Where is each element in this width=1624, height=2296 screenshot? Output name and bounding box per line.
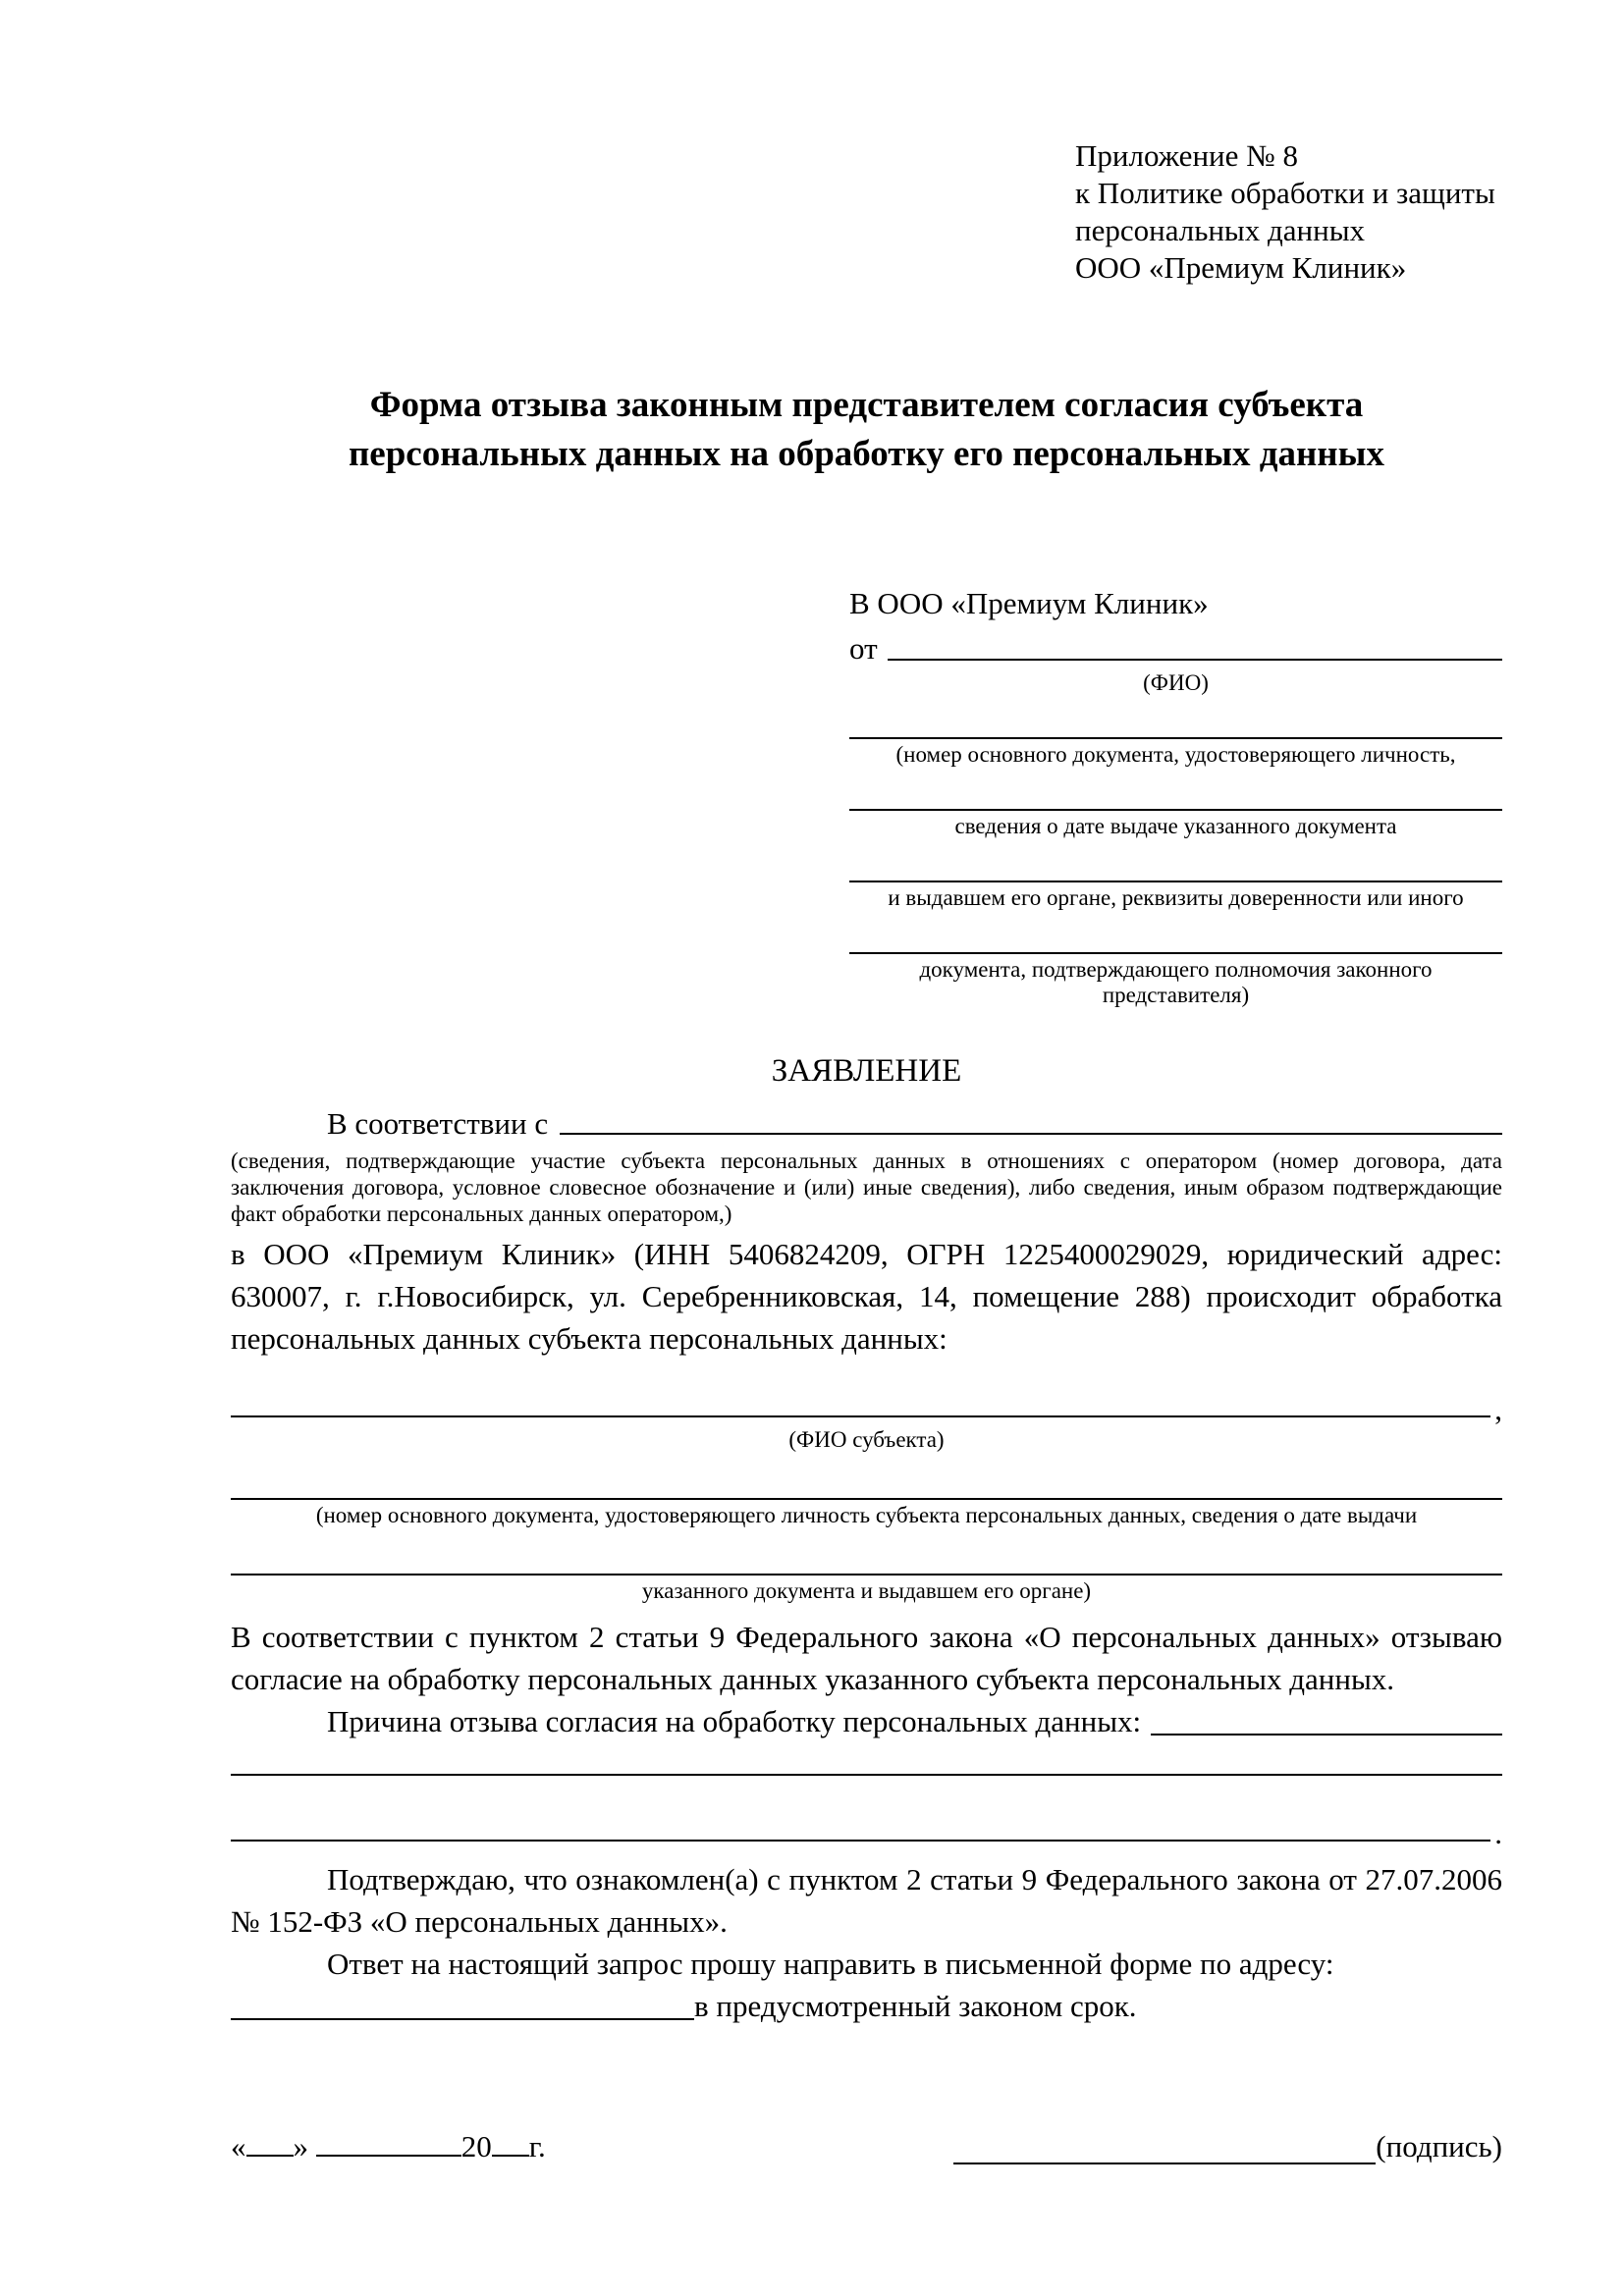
intro-row [231, 1106, 1502, 1142]
reply-suffix: в предусмотренный законом срок. [694, 1989, 1137, 2023]
date-day-line[interactable] [246, 2131, 294, 2157]
signature-block [953, 2129, 1502, 2164]
reply-address-line[interactable] [231, 2016, 694, 2020]
appendix-header [1075, 137, 1512, 287]
doc-authority-group [849, 881, 1502, 911]
date-quote-open: « [231, 2129, 246, 2163]
date-year-suffix: г. [528, 2129, 546, 2163]
signature-label: (подпись) [1376, 2129, 1502, 2163]
reason-row [231, 1700, 1502, 1742]
reason-line-start[interactable] [1151, 1732, 1502, 1735]
reason-line-3-row [231, 1816, 1502, 1850]
reply-address-row [231, 1985, 1502, 2027]
intro-note: (сведения, подтверждающие участие субъекта персональных данных в отношениях с оператором (номер договора, дата заключения договора, условное словесное обозначение и (или) иные сведения), либо сведения, иным образом подтверждающие факт обработки персональных данных оператором,) [231, 1148, 1502, 1226]
operator-paragraph: в ООО «Премиум Клиник» (ИНН 5406824209, ОГРН 1225400029029, юридический адрес: 630007, г. г.Новосибирск, ул. Серебренниковская, 14, помещение 288) происходит обработка персональных данных субъекта персональных данных: [231, 1237, 1502, 1356]
subject-fio-row [231, 1392, 1502, 1426]
doc-number-label: (номер основного документа, удостоверяющего личность, [895, 742, 1456, 767]
doc-powers-line[interactable] [849, 952, 1502, 954]
doc-issue-date-line[interactable] [849, 809, 1502, 811]
document-title: Форма отзыва законным представителем согласия субъекта персональных данных на обработку его персональных данных [348, 385, 1384, 474]
appendix-line-3: персональных данных [1075, 213, 1366, 247]
doc-powers-group [849, 952, 1502, 1008]
footer-row [231, 2129, 1502, 2164]
agreement-details-line[interactable] [560, 1131, 1502, 1135]
appendix-line-4: ООО «Премиум Клиник» [1075, 250, 1407, 285]
appendix-line-1: Приложение № 8 [1075, 138, 1298, 173]
subject-fio-label: (ФИО субъекта) [788, 1427, 945, 1452]
reason-period: . [1494, 1816, 1502, 1850]
subject-fio-comma: , [1494, 1392, 1502, 1426]
reason-line-2[interactable] [231, 1774, 1502, 1776]
subject-fio-line[interactable] [231, 1414, 1490, 1417]
addressee-to: В ООО «Премиум Клиник» [849, 586, 1209, 620]
subject-doc-line-2[interactable] [231, 1574, 1502, 1575]
date-century: 20 [460, 2129, 492, 2163]
doc-authority-line[interactable] [849, 881, 1502, 882]
signature-line[interactable] [953, 2139, 1376, 2164]
doc-issue-date-group [849, 809, 1502, 839]
addressee-block [849, 585, 1502, 1008]
date-month-line[interactable] [316, 2131, 461, 2157]
from-row [849, 630, 1502, 667]
from-name-line[interactable] [888, 657, 1502, 661]
statement-heading: ЗАЯВЛЕНИЕ [771, 1053, 962, 1089]
doc-number-line[interactable] [849, 737, 1502, 739]
date-quote-close: » [293, 2129, 308, 2163]
reason-label: Причина отзыва согласия на обработку персональных данных: [327, 1704, 1142, 1738]
fio-label: (ФИО) [1143, 670, 1209, 695]
appendix-line-2: к Политике обработки и защиты [1075, 176, 1495, 210]
reply-paragraph: Ответ на настоящий запрос прошу направить в письменной форме по адресу: [327, 1947, 1334, 1981]
doc-powers-label: документа, подтверждающего полномочия законного представителя) [919, 957, 1433, 1007]
subject-doc-label-2: указанного документа и выдавшем его органе) [641, 1578, 1092, 1603]
doc-authority-label: и выдавшем его органе, реквизиты доверенности или иного [888, 885, 1464, 910]
from-label: от [849, 631, 878, 666]
reason-line-3[interactable] [231, 1838, 1490, 1842]
date-year-line[interactable] [492, 2131, 529, 2157]
confirm-paragraph: Подтверждаю, что ознакомлен(а) с пунктом 2 статьи 9 Федерального закона от 27.07.2006 № 152-ФЗ «О персональных данных». [231, 1862, 1502, 1939]
representative-doc-group [849, 737, 1502, 768]
withdrawal-paragraph: В соответствии с пунктом 2 статьи 9 Федерального закона «О персональных данных» отзываю согласие на обработку персональных данных указанного субъекта персональных данных. [231, 1620, 1502, 1696]
date-block [231, 2129, 546, 2164]
subject-doc-line-1[interactable] [231, 1498, 1502, 1500]
doc-issue-date-label: сведения о дате выдаче указанного документа [954, 814, 1397, 838]
subject-doc-label-1: (номер основного документа, удостоверяющего личность субъекта персональных данных, сведения о дате выдачи [315, 1503, 1418, 1527]
intro-prefix: В соответствии с [327, 1106, 549, 1141]
